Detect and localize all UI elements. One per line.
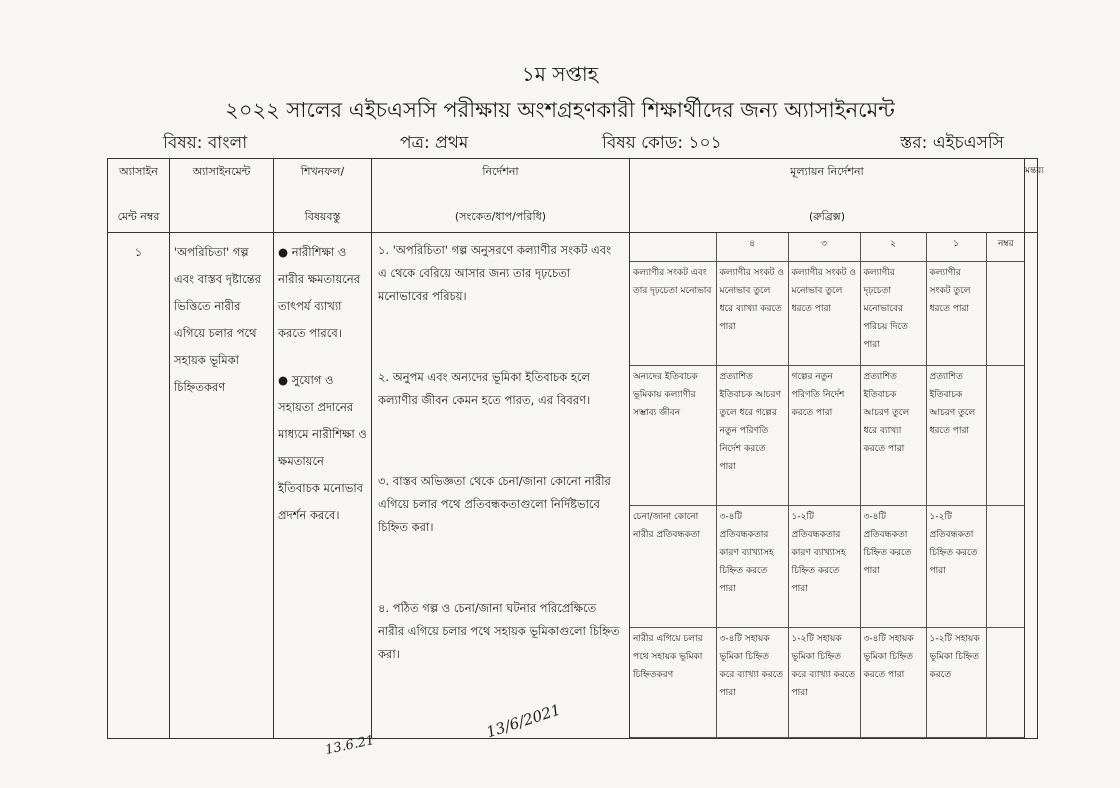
document-title: ২০২২ সালের এইচএসসি পরীক্ষায় অংশগ্রহণকারী শিক্ষার্থীদের জন্য অ্যাসাইনমেন্ট bbox=[225, 98, 895, 122]
score-2: ২ bbox=[860, 233, 926, 261]
paper-label: পত্র: প্রথম bbox=[400, 133, 469, 153]
signature-right: 13/6/2021 bbox=[484, 700, 563, 742]
rubric-descriptor: কল্যাণীর সংকট ও মনোভাব তুলে ধরে ব্যাখ্যা করতে পারা bbox=[716, 261, 788, 365]
outcome-2: ● সুযোগ ও সহায়তা প্রদানের মাধ্যমে নারীশিক্ষা ও ক্ষমতায়নে ইতিবাচক মনোভাব প্রদর্শন করবে। bbox=[278, 373, 367, 522]
rubric-descriptor: কল্যাণীর সংকট ও মনোভাব তুলে ধরতে পারা bbox=[788, 261, 860, 365]
rubric-marks bbox=[986, 505, 1025, 627]
header-learning-outcome: শিখনফল/ বিষয়বস্তু bbox=[274, 159, 372, 233]
rubric-descriptor: ১-২টি প্রতিবন্ধকতা চিহ্নিত করতে পারা bbox=[926, 505, 986, 627]
rubric-cell bbox=[630, 233, 1025, 739]
rubric-criterion: কল্যাণীর সংকট এবং তার দৃঢ়চেতা মনোভাব bbox=[630, 261, 716, 365]
rubric-descriptor: ১-২টি সহায়ক ভূমিকা চিহ্নিত করতে bbox=[926, 627, 986, 737]
level-label: স্তর: এইচএসসি bbox=[900, 133, 1004, 153]
subject-code-label: বিষয় কোড: ১০১ bbox=[602, 133, 722, 153]
rubric-marks bbox=[986, 261, 1025, 365]
rubric-descriptor: ৩-৪টি সহায়ক ভূমিকা চিহ্নিত করতে পারা bbox=[860, 627, 926, 737]
score-4: ৪ bbox=[716, 233, 788, 261]
week-heading: ১ম সপ্তাহ bbox=[521, 62, 599, 86]
remarks-cell bbox=[1025, 233, 1038, 739]
instruction-2: ২. অনুপম এবং অন্যদের ভূমিকা ইতিবাচক হলে কল্যাণীর জীবন কেমন হতে পারত, এর বিবরণ। bbox=[378, 370, 591, 407]
subject-label: বিষয়: বাংলা bbox=[163, 133, 248, 153]
rubric-descriptor: প্রত্যাশিত ইতিবাচক আচরণ তুলে ধরে গল্পের নতুন পরিণতি নির্দেশ করতে পারা bbox=[716, 365, 788, 505]
header-assignment: অ্যাসাইনমেন্ট bbox=[170, 159, 274, 233]
rubric-descriptor: ১-২টি সহায়ক ভূমিকা চিহ্নিত করে ব্যাখ্যা করতে পারা bbox=[788, 627, 860, 737]
instruction-1: ১. 'অপরিচিতা' গল্প অনুসরণে কল্যাণীর সংকট এবং এ থেকে বেরিয়ে আসার জন্য তার দৃঢ়চেতা মনোভাবের পরিচয়। bbox=[378, 243, 612, 303]
rubric-criterion: চেনা/জানা কোনো নারীর প্রতিবন্ধকতা bbox=[630, 505, 716, 627]
rubric-corner bbox=[630, 233, 716, 261]
rubric-table bbox=[630, 233, 1025, 738]
assignment-number: ১ bbox=[108, 233, 170, 739]
rubric-descriptor: প্রত্যাশিত ইতিবাচক আচরণ তুলে ধরে ব্যাখ্যা করতে পারা bbox=[860, 365, 926, 505]
score-3: ৩ bbox=[788, 233, 860, 261]
header-assignment-number: অ্যাসাইন মেন্ট নম্বর bbox=[108, 159, 170, 233]
assignment-table bbox=[107, 158, 1044, 739]
instructions bbox=[372, 233, 630, 739]
signature-left: 13.6.21 bbox=[323, 733, 376, 758]
rubric-descriptor: ৩-৪টি প্রতিবন্ধকতার কারণ ব্যাখ্যাসহ চিহ্নিত করতে পারা bbox=[716, 505, 788, 627]
rubric-marks bbox=[986, 365, 1025, 505]
rubric-criterion: নারীর এগিয়ে চলার পথে সহায়ক ভূমিকা চিহ্নিতকরণ bbox=[630, 627, 716, 737]
marks-label: নম্বর bbox=[986, 233, 1025, 261]
outcome-1: ● নারীশিক্ষা ও নারীর ক্ষমতায়নের তাৎপর্য ব্যাখ্যা করতে পারবে। bbox=[278, 245, 361, 340]
header-instruction: নির্দেশনা (সংকেত/ধাপ/পরিধি) bbox=[372, 159, 630, 233]
rubric-descriptor: কল্যাণীর দৃঢ়চেতা মনোভাবের পরিচয় দিতে পারা bbox=[860, 261, 926, 365]
rubric-descriptor: প্রত্যাশিত ইতিবাচক আচরণ তুলে ধরতে পারা bbox=[926, 365, 986, 505]
rubric-descriptor: কল্যাণীর সংকট তুলে ধরতে পারা bbox=[926, 261, 986, 365]
header-remarks: মন্তব্য bbox=[1025, 159, 1038, 233]
instruction-4: ৪. পঠিত গল্প ও চেনা/জানা ঘটনার পরিপ্রেক্ষিতে নারীর এগিয়ে চলার পথে সহায়ক ভূমিকাগুলো চিহ্নিত করা। bbox=[378, 601, 620, 661]
rubric-descriptor: ১-২টি প্রতিবন্ধকতার কারণ ব্যাখ্যাসহ চিহ্নিত করতে পারা bbox=[788, 505, 860, 627]
rubric-criterion: অন্যদের ইতিবাচক ভূমিকায় কল্যাণীর সম্ভাব্য জীবন bbox=[630, 365, 716, 505]
learning-outcomes bbox=[274, 233, 372, 739]
rubric-marks bbox=[986, 627, 1025, 737]
rubric-descriptor: ৩-৪টি সহায়ক ভূমিকা চিহ্নিত করে ব্যাখ্যা করতে পারা bbox=[716, 627, 788, 737]
rubric-descriptor: ৩-৪টি প্রতিবন্ধকতা চিহ্নিত করতে পারা bbox=[860, 505, 926, 627]
header-evaluation: মূল্যায়ন নির্দেশনা (রুব্রিক্স) bbox=[630, 159, 1025, 233]
score-1: ১ bbox=[926, 233, 986, 261]
instruction-3: ৩. বাস্তব অভিজ্ঞতা থেকে চেনা/জানা কোনো নারীর এগিয়ে চলার পথে প্রতিবন্ধকতাগুলো নির্দিষ্টভাবে চিহ্নিত করা। bbox=[378, 474, 611, 534]
assignment-text: 'অপরিচিতা' গল্প এবং বাস্তব দৃষ্টান্তের ভিত্তিতে নারীর এগিয়ে চলার পথে সহায়ক ভূমিকা চিহ্নিতকরণ bbox=[170, 233, 274, 739]
rubric-descriptor: গল্পের নতুন পরিণতি নির্দেশ করতে পারা bbox=[788, 365, 860, 505]
